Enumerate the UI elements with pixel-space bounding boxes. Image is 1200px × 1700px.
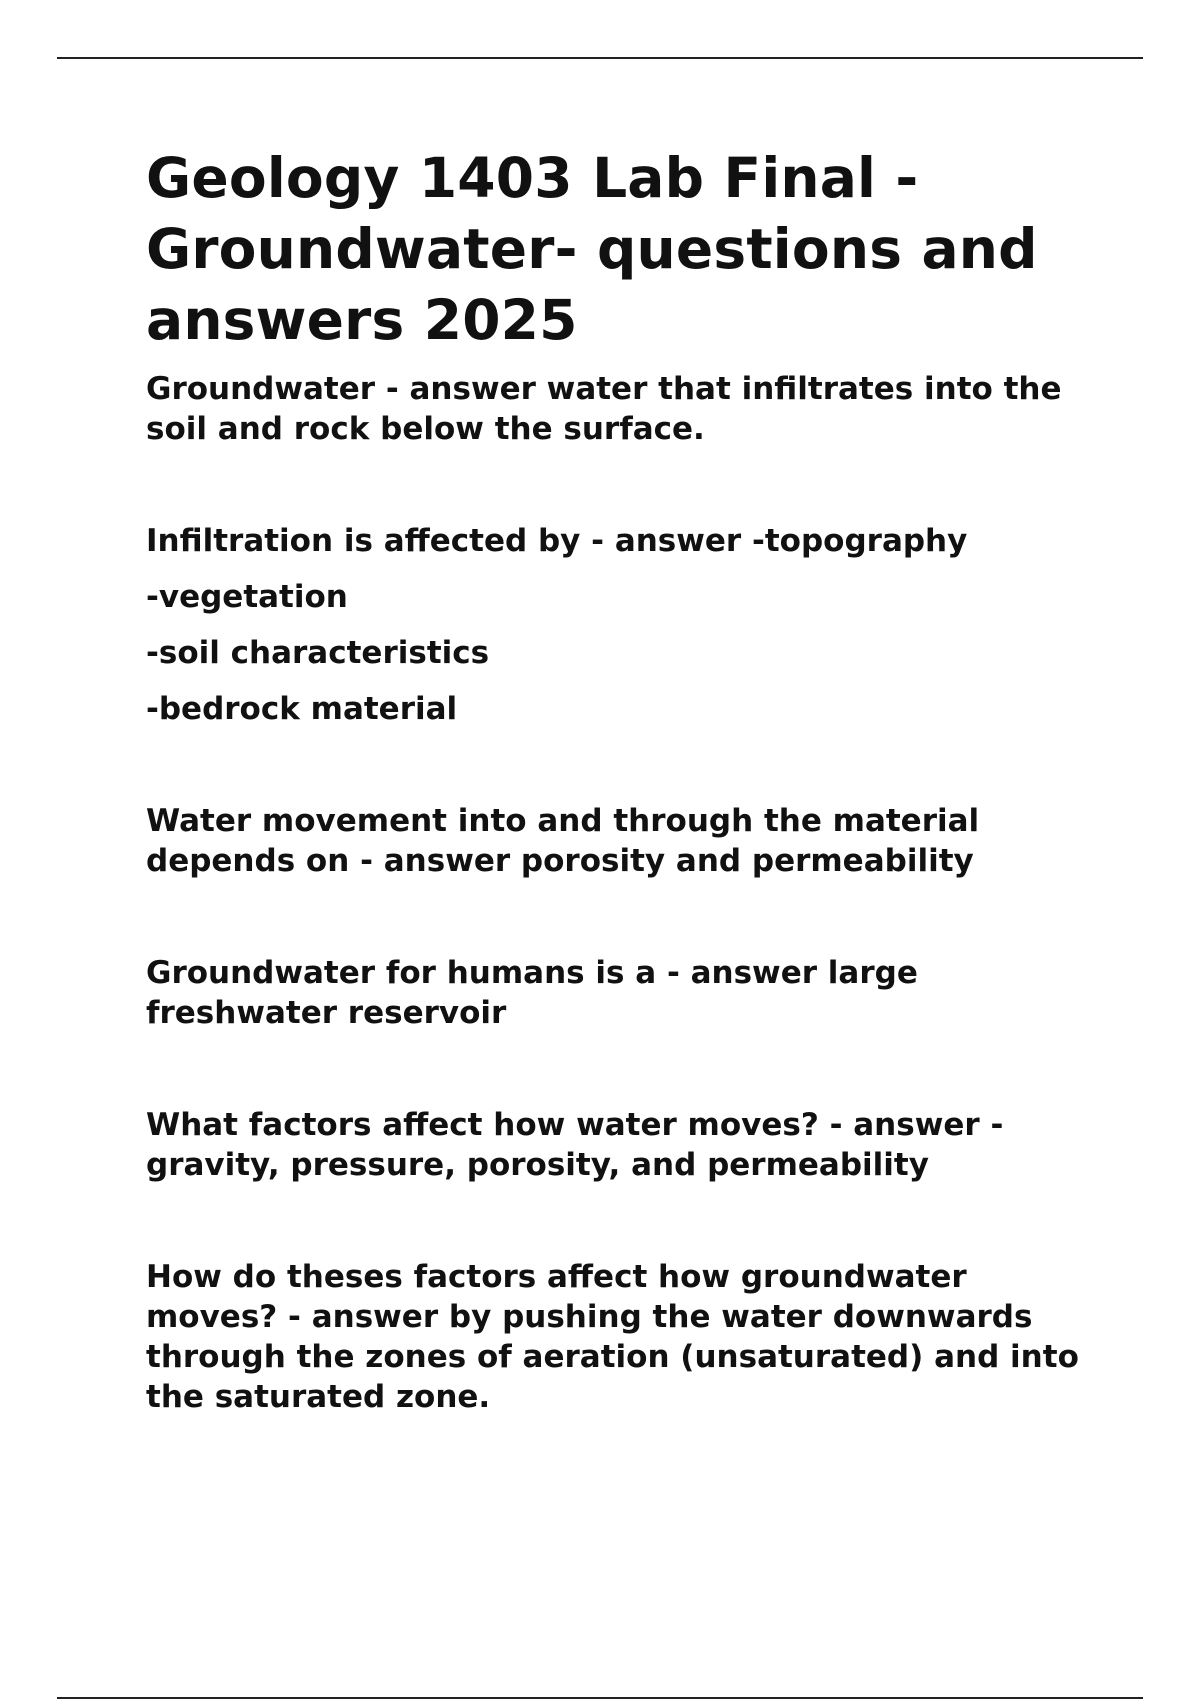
qa-subitem-soil: -soil characteristics bbox=[146, 635, 490, 671]
qa-item-infiltration: Infiltration is affected by - answer -topography bbox=[146, 523, 968, 559]
bottom-divider bbox=[57, 1697, 1143, 1699]
qa-subitem-vegetation: -vegetation bbox=[146, 579, 348, 615]
qa-item-groundwater: Groundwater - answer water that infiltrates into the soil and rock below the surface. bbox=[146, 371, 1062, 447]
qa-item-groundwater-humans: Groundwater for humans is a - answer large freshwater reservoir bbox=[146, 955, 918, 1031]
document-body bbox=[146, 143, 1106, 1417]
top-divider bbox=[57, 57, 1143, 59]
qa-subitem-bedrock: -bedrock material bbox=[146, 691, 458, 727]
qa-item-water-movement: Water movement into and through the material depends on - answer porosity and permeability bbox=[146, 803, 980, 879]
qa-item-how-factors: How do theses factors affect how groundwater moves? - answer by pushing the water downwards through the zones of aeration (unsaturated) and into the saturated zone. bbox=[146, 1259, 1079, 1415]
qa-item-factors: What factors affect how water moves? - answer - gravity, pressure, porosity, and permeability bbox=[146, 1107, 1004, 1183]
document-title: Geology 1403 Lab Final - Groundwater- questions and answers 2025 bbox=[146, 146, 1038, 352]
